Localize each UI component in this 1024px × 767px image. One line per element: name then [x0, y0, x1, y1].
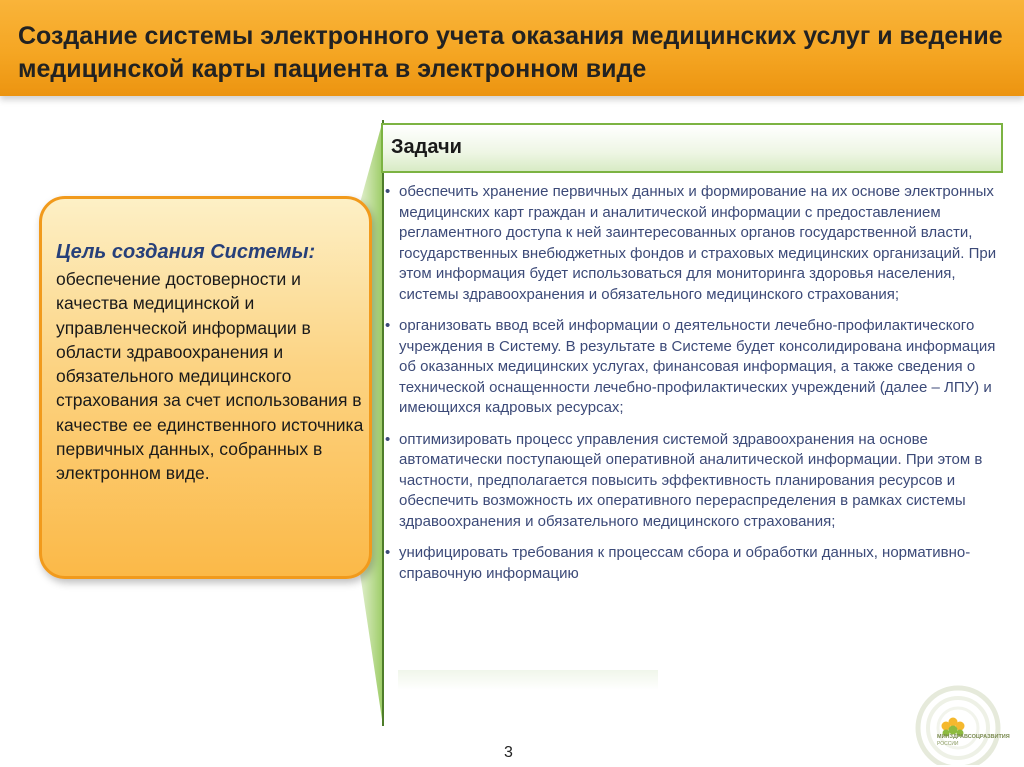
bullet-icon: •	[385, 430, 391, 448]
task-item	[383, 430, 1001, 533]
task-text: обеспечить хранение первичных данных и формирование на их основе электронных медицинских карт граждан и аналитической информации с предоставлением регламентного доступа к ней заинтересованных органов государственной власти, государственных внебюджетных фондов и страховых медицинских организаций. При этом информация будет использоваться для мониторинга здоровья населения, системы здравоохранения и обязательного медицинского страхования;	[399, 183, 997, 303]
logo-subtext: РОССИИ	[937, 741, 959, 747]
task-text: оптимизировать процесс управления системой здравоохранения на основе автоматически поступающей оперативной аналитической информации. При этом в частности, предполагается повысить эффективность планирования ресурсов и обеспечить возможность их оперативного перераспределения в рамках системы здравоохранения и обязательного медицинского страхования;	[399, 430, 983, 530]
bullet-icon: •	[385, 544, 391, 561]
task-item	[383, 316, 1001, 419]
logo-text: МИНЗДРАВСОЦРАЗВИТИЯ	[937, 734, 1010, 740]
fade-decoration	[398, 670, 658, 690]
task-item	[383, 543, 1001, 584]
ministry-logo-icon	[890, 680, 1020, 765]
slide-title: Создание системы электронного учета оказания медицинских услуг и ведение медицинской карты пациента в электронном виде	[18, 22, 1003, 83]
task-text: унифицировать требования к процессам сбора и обработки данных, нормативно-справочную информацию	[399, 544, 971, 582]
goal-title: Цель создания Системы:	[56, 241, 316, 263]
page-number: 3	[504, 744, 513, 761]
task-text: организовать ввод всей информации о деятельности лечебно-профилактического учреждения в Систему. В результате в Системе будет консолидирована информация об оказанных медицинских услугах, финансовая информация, а также сведения о технической оснащенности лечебно-профилактических учреждений (далее – ЛПУ) и имеющихся кадровых ресурсах;	[399, 317, 996, 416]
tasks-header	[381, 123, 1003, 173]
bullet-icon: •	[385, 317, 391, 334]
tasks-title: Задачи	[391, 136, 462, 158]
goal-card	[39, 196, 372, 579]
goal-text: обеспечение достоверности и качества медицинской и управленческой информации в области здравоохранения и обязательного медицинского страхования за счет использования в качестве ее единственного источника первичных данных, собранных в электронном виде.	[56, 269, 364, 484]
task-item	[383, 182, 1001, 305]
bullet-icon: •	[385, 183, 391, 200]
tasks-list	[383, 182, 1001, 595]
